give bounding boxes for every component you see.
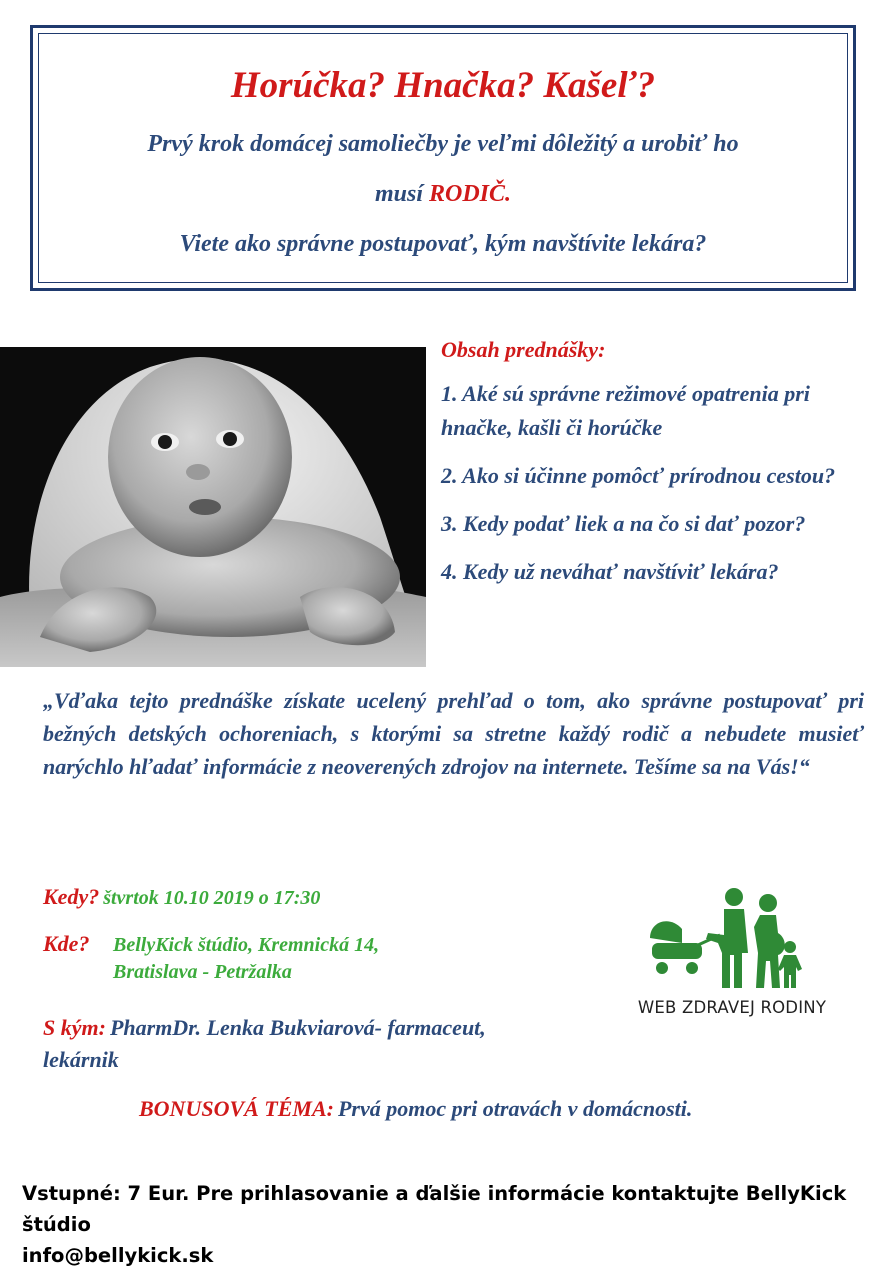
quote-paragraph: „Vďaka tejto prednáške získate ucelený prehľad o tom, ako správne postupovať pri bežných detských ochoreniach, s ktorými sa stretne každý rodič a nebudete musieť narýchlo hľadať informácie z neoverených zdrojov na internete. Tešíme sa na Vás!“ bbox=[43, 688, 864, 779]
lecture-contents bbox=[441, 337, 871, 603]
contents-item: 4. Kedy už neváhať navštíviť lekára? bbox=[441, 559, 779, 584]
page-title: Horúčka? Hnačka? Kašeľ? bbox=[230, 65, 656, 106]
banner-highlight: RODIČ. bbox=[429, 181, 512, 207]
banner-line-3: Viete ako správne postupovať, kým navštívite lekára? bbox=[179, 231, 707, 257]
footer-line-1: Vstupné: 7 Eur. Pre prihlasovanie a ďalšie informácie kontaktujte BellyKick štúdio bbox=[22, 1182, 847, 1236]
baby-photo bbox=[0, 347, 426, 667]
with-label: S kým: bbox=[43, 1015, 106, 1040]
bonus-value: Prvá pomoc pri otravách v domácnosti. bbox=[337, 1096, 693, 1121]
banner-line-2 bbox=[39, 181, 847, 208]
with-row bbox=[43, 1015, 486, 1041]
banner-line-2-prefix: musí bbox=[374, 181, 429, 207]
with-value: PharmDr. Lenka Bukviarová- farmaceut, bbox=[109, 1015, 486, 1040]
header-banner bbox=[30, 25, 856, 291]
where-value-2: Bratislava - Petržalka bbox=[113, 961, 292, 983]
contents-item: 3. Kedy podať liek a na čo si dať pozor? bbox=[441, 511, 806, 536]
banner-line-1: Prvý krok domácej samoliečby je veľmi dôležitý a urobiť ho bbox=[147, 131, 739, 157]
contents-title: Obsah prednášky: bbox=[441, 337, 606, 362]
bonus-row bbox=[139, 1096, 692, 1122]
when-row bbox=[43, 884, 320, 910]
where-value-1: BellyKick štúdio, Kremnická 14, bbox=[113, 934, 380, 956]
contact-email[interactable]: info@bellykick.sk bbox=[22, 1244, 214, 1267]
where-label: Kde? bbox=[43, 931, 90, 956]
where-label-row bbox=[43, 931, 89, 957]
with-value-line2: lekárnik bbox=[43, 1047, 119, 1072]
banner-inner-border bbox=[38, 33, 848, 283]
when-value: štvrtok 10.10 2019 o 17:30 bbox=[103, 887, 321, 909]
contents-item: 2. Ako si účinne pomôcť prírodnou cestou? bbox=[441, 463, 836, 488]
contents-item: 1. Aké sú správne režimové opatrenia pri hnačke, kašli či horúčke bbox=[441, 381, 810, 440]
when-label: Kedy? bbox=[43, 884, 100, 909]
logo-text: WEB ZDRAVEJ RODINY bbox=[637, 998, 827, 1017]
bonus-label: BONUSOVÁ TÉMA: bbox=[139, 1096, 334, 1121]
footer bbox=[22, 1178, 862, 1271]
